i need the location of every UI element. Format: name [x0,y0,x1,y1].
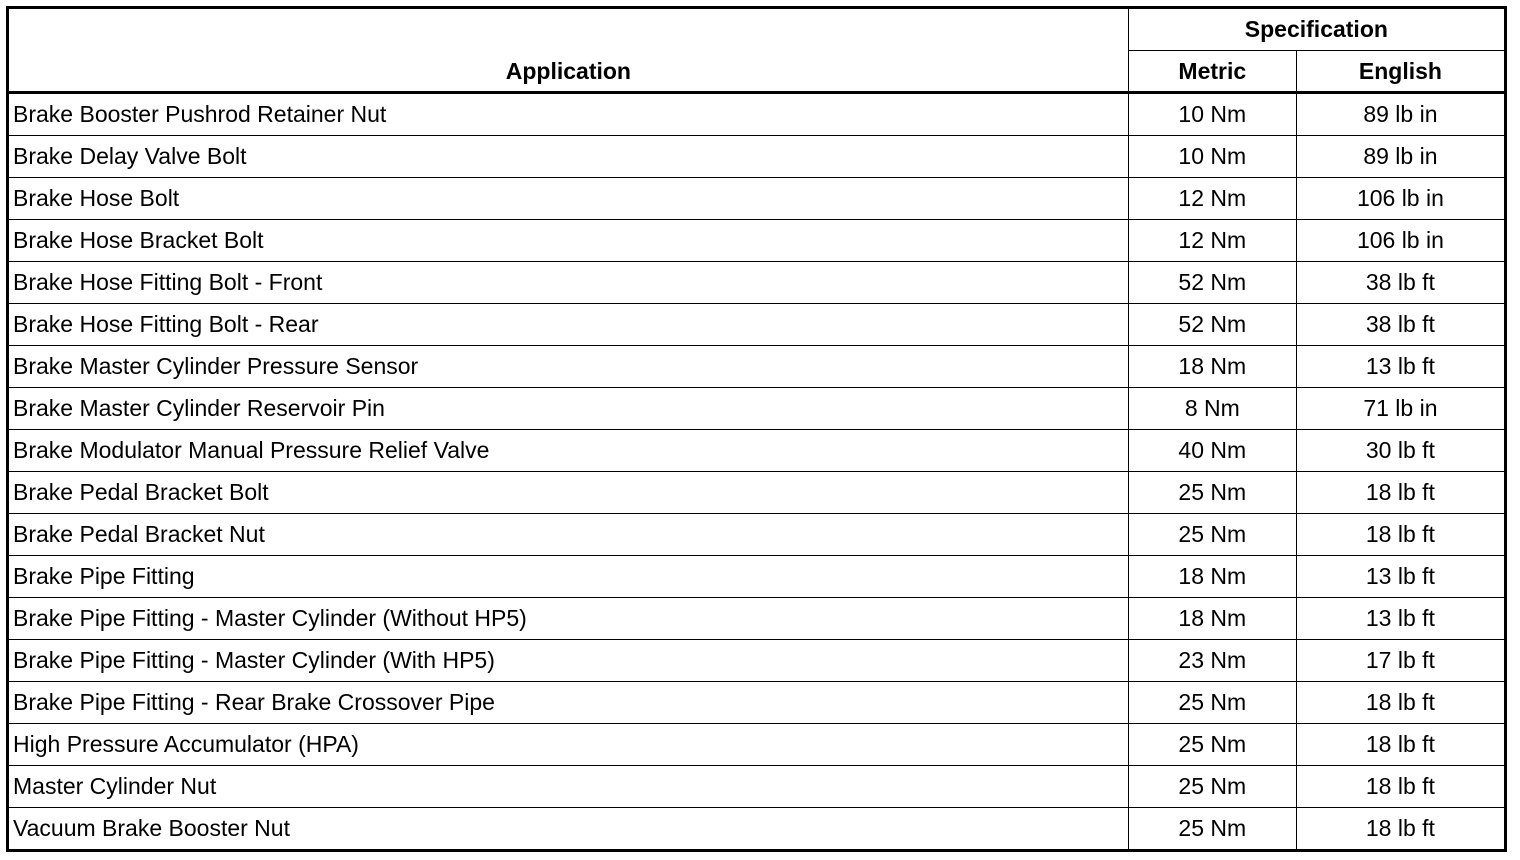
application-cell: High Pressure Accumulator (HPA) [8,724,1129,766]
table-row [8,514,1506,556]
metric-cell: 52 Nm [1128,262,1296,304]
application-cell: Vacuum Brake Booster Nut [8,808,1129,851]
english-cell: 106 lb in [1296,220,1505,262]
table-row [8,346,1506,388]
table-row [8,556,1506,598]
table-row [8,136,1506,178]
english-cell: 18 lb ft [1296,808,1505,851]
metric-column-header: Metric [1128,51,1296,93]
application-cell: Brake Booster Pushrod Retainer Nut [8,93,1129,136]
metric-cell: 10 Nm [1128,136,1296,178]
table-row [8,220,1506,262]
metric-cell: 23 Nm [1128,640,1296,682]
table-row [8,304,1506,346]
application-cell: Brake Pedal Bracket Nut [8,514,1129,556]
metric-cell: 25 Nm [1128,472,1296,514]
metric-cell: 18 Nm [1128,346,1296,388]
metric-cell: 52 Nm [1128,304,1296,346]
table-row [8,262,1506,304]
english-cell: 38 lb ft [1296,304,1505,346]
application-cell: Brake Hose Fitting Bolt - Front [8,262,1129,304]
application-cell: Brake Pedal Bracket Bolt [8,472,1129,514]
application-cell: Brake Master Cylinder Pressure Sensor [8,346,1129,388]
application-cell: Master Cylinder Nut [8,766,1129,808]
english-cell: 13 lb ft [1296,556,1505,598]
english-cell: 89 lb in [1296,136,1505,178]
metric-cell: 25 Nm [1128,766,1296,808]
english-cell: 30 lb ft [1296,430,1505,472]
table-body [8,93,1506,851]
application-cell: Brake Hose Bolt [8,178,1129,220]
table-row [8,682,1506,724]
fastener-specification-table [6,6,1507,852]
table-row [8,598,1506,640]
english-cell: 18 lb ft [1296,472,1505,514]
english-cell: 13 lb ft [1296,346,1505,388]
english-cell: 106 lb in [1296,178,1505,220]
application-cell: Brake Hose Bracket Bolt [8,220,1129,262]
english-cell: 18 lb ft [1296,514,1505,556]
metric-cell: 25 Nm [1128,514,1296,556]
table-row [8,430,1506,472]
table-row [8,640,1506,682]
english-cell: 89 lb in [1296,93,1505,136]
specification-column-header: Specification [1128,8,1505,51]
english-column-header: English [1296,51,1505,93]
application-cell: Brake Pipe Fitting [8,556,1129,598]
english-cell: 18 lb ft [1296,682,1505,724]
english-cell: 18 lb ft [1296,724,1505,766]
metric-cell: 25 Nm [1128,724,1296,766]
table-row [8,724,1506,766]
table-row [8,388,1506,430]
table-row [8,472,1506,514]
table-row [8,178,1506,220]
english-cell: 38 lb ft [1296,262,1505,304]
application-cell: Brake Pipe Fitting - Master Cylinder (With HP5) [8,640,1129,682]
application-cell: Brake Pipe Fitting - Master Cylinder (Without HP5) [8,598,1129,640]
metric-cell: 12 Nm [1128,178,1296,220]
metric-cell: 25 Nm [1128,682,1296,724]
english-cell: 13 lb ft [1296,598,1505,640]
application-cell: Brake Modulator Manual Pressure Relief Valve [8,430,1129,472]
application-cell: Brake Pipe Fitting - Rear Brake Crossover Pipe [8,682,1129,724]
metric-cell: 10 Nm [1128,93,1296,136]
application-cell: Brake Master Cylinder Reservoir Pin [8,388,1129,430]
table-row [8,93,1506,136]
table-row [8,766,1506,808]
table-header [8,8,1506,93]
table-row [8,808,1506,851]
metric-cell: 25 Nm [1128,808,1296,851]
metric-cell: 8 Nm [1128,388,1296,430]
metric-cell: 12 Nm [1128,220,1296,262]
metric-cell: 40 Nm [1128,430,1296,472]
application-cell: Brake Hose Fitting Bolt - Rear [8,304,1129,346]
english-cell: 17 lb ft [1296,640,1505,682]
english-cell: 18 lb ft [1296,766,1505,808]
application-column-header: Application [8,8,1129,93]
english-cell: 71 lb in [1296,388,1505,430]
metric-cell: 18 Nm [1128,598,1296,640]
metric-cell: 18 Nm [1128,556,1296,598]
application-cell: Brake Delay Valve Bolt [8,136,1129,178]
header-row-top [8,8,1506,51]
